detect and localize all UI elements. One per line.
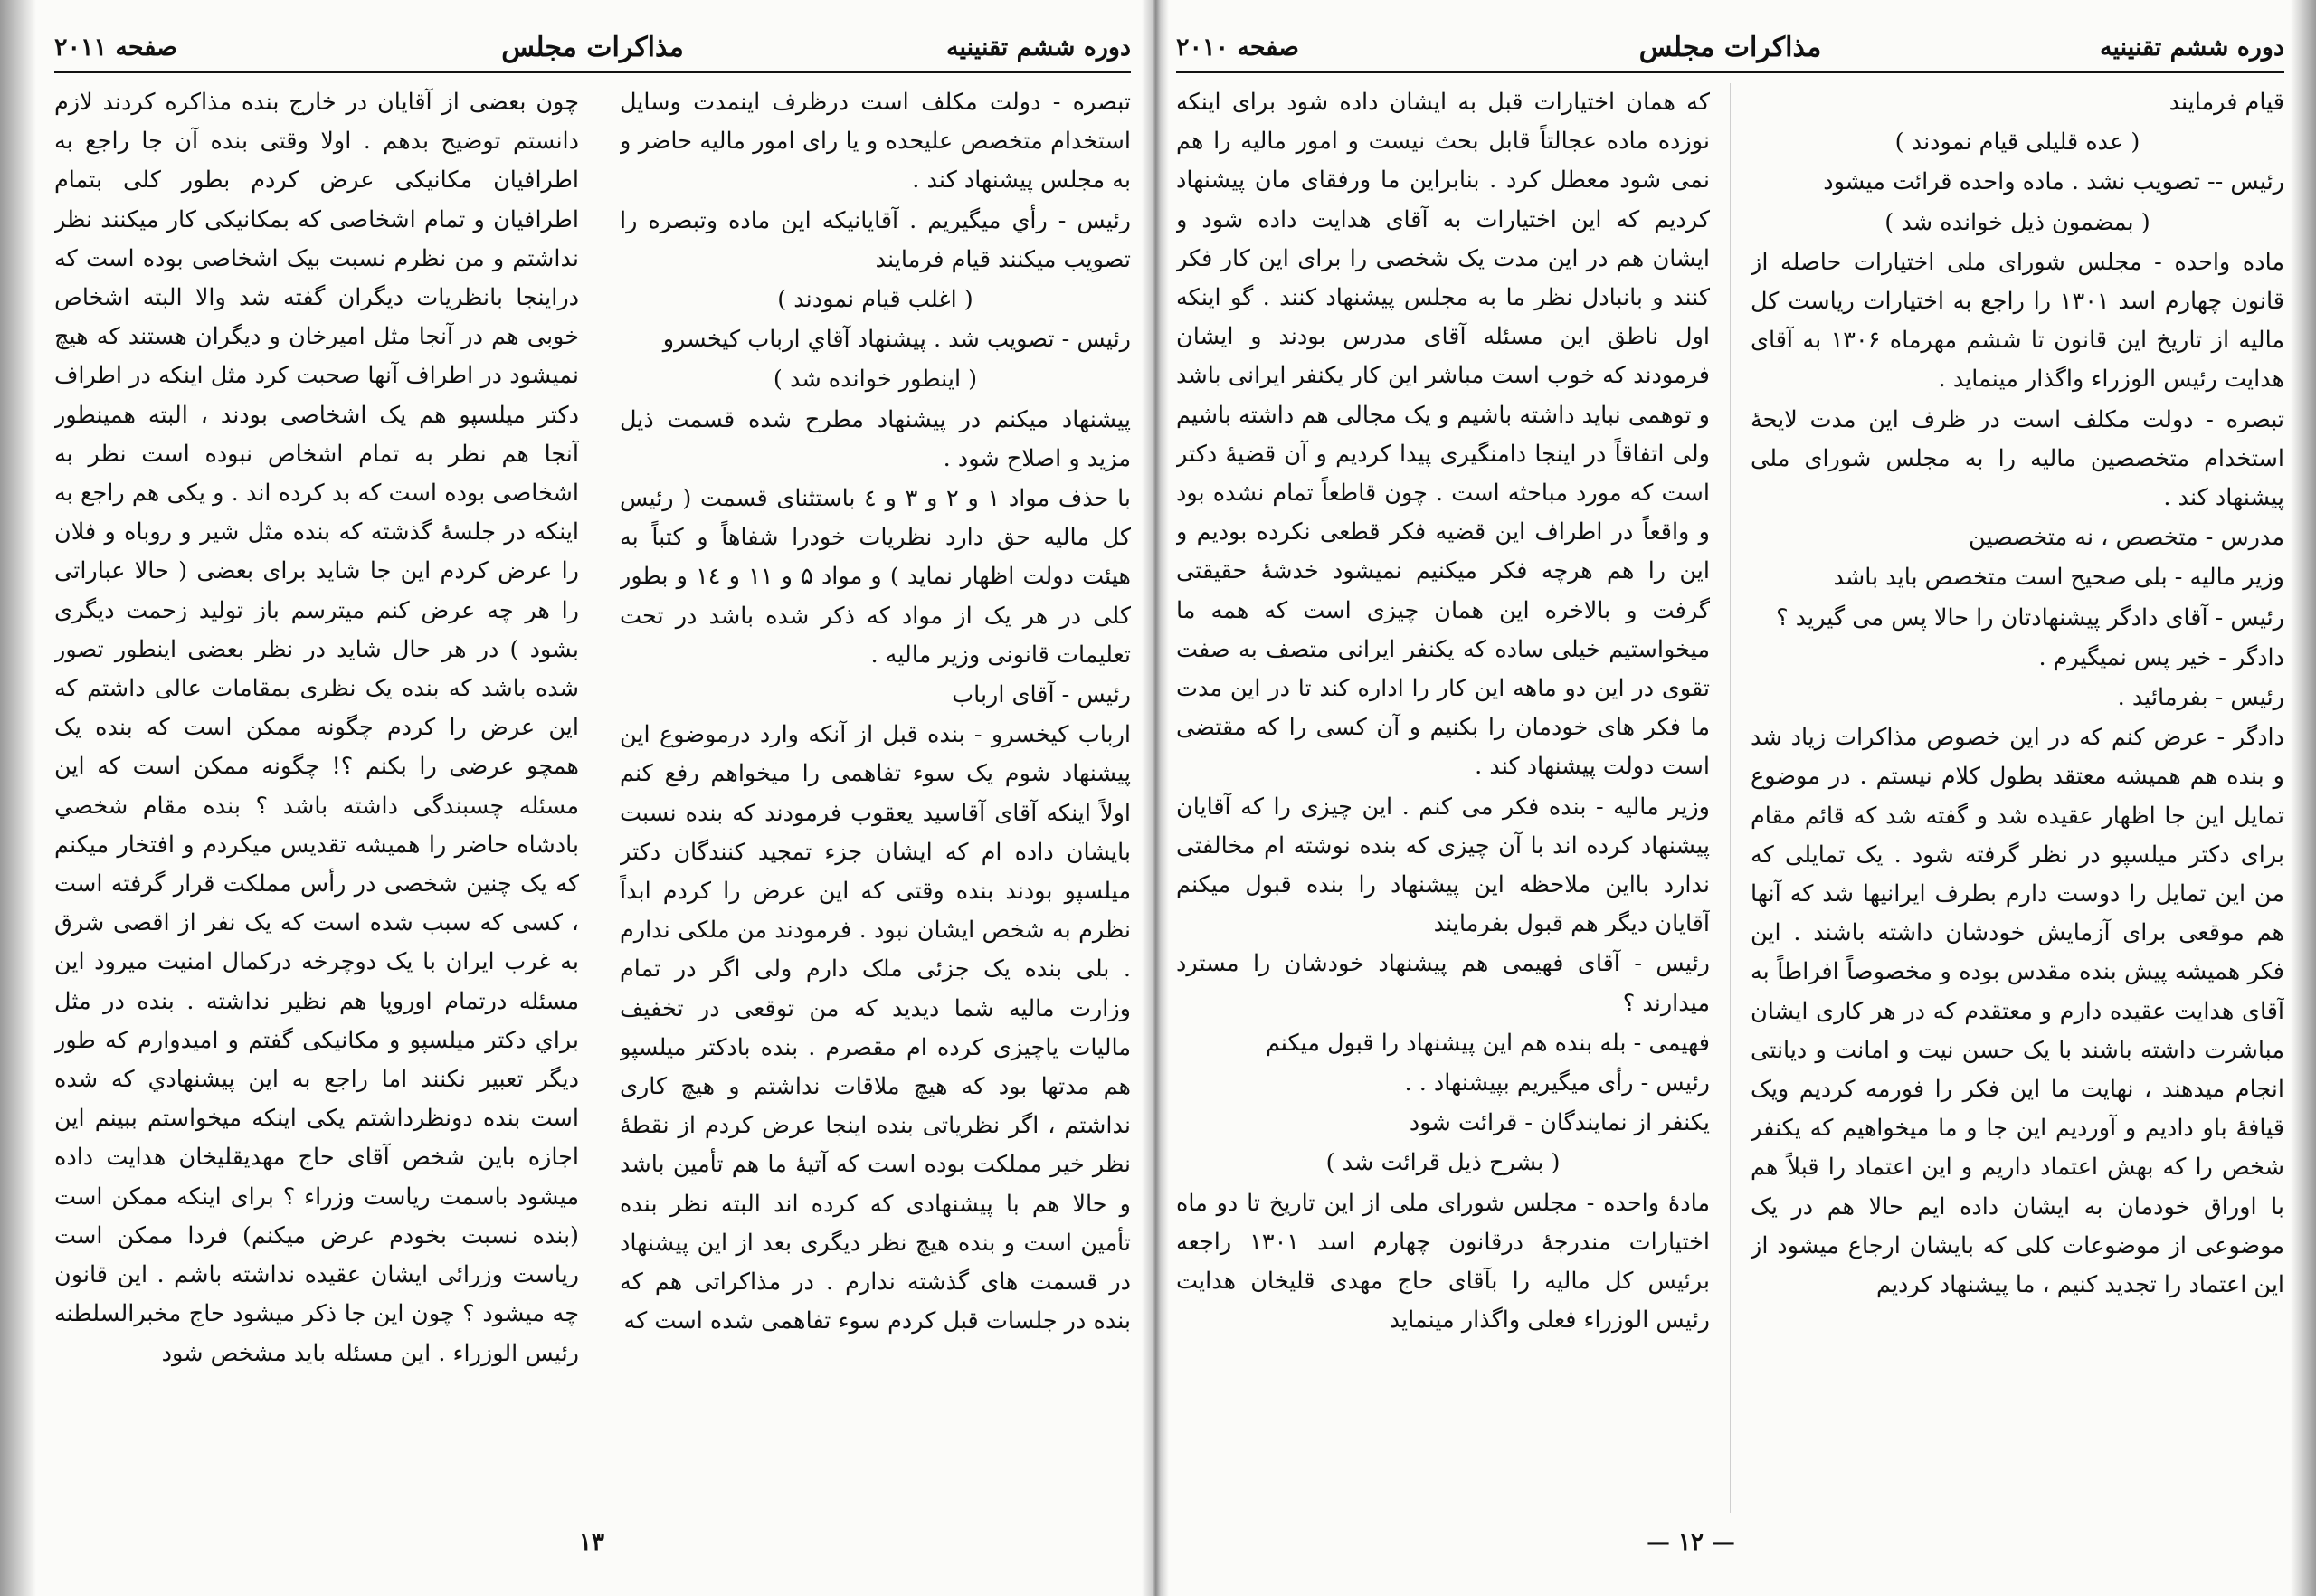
right-page bbox=[1176, 0, 2284, 1596]
paragraph: رئیس - بفرمائید . bbox=[2117, 684, 2284, 712]
paragraph: که همان اختیارات قبل به ایشان داده شود برای اینکه نوزده ماده عجالتاً قابل بحث نیست و امور مالیه را هم نمی شود معطل کرد . بنابراین ما ورفقای مان پیشنهاد کردیم که این اختیارات به آقای هدایت داده شود و ایشان هم در این مدت یک شخصی را برای این کار فکر کنند و بانبادل نظر ما به مجلس پیشنهاد کنند . گو اینکه اول ناطق این مسئله آقای مدرس بودند و ایشان فرمودند که خوب است مباشر این کار یکنفر ایرانی باشد و توهمی نباید داشته باشیم و یک مجالی هم داشته باشیم ولی اتفاقاً در اینجا دامنگیری پیدا کردیم و آن قضیهٔ دکتر است که مورد مباحثه است . چون قاطعاً تمام نشده بود و واقعاً در اطراف این قضیه فکر قطعی نکرده بودیم و این را هم هرچه فکر میکنیم نمیشود خدشهٔ حقیقتی گرفت و بالاخره این همان چیزی است که همه ما میخواستیم خیلی ساده که یکنفر ایرانی متصف به صفت تقوی در این دو ماهه این کار را اداره کند تا در این مدت ما فکر های خودمان را بکنیم و آن کسی را که مقتضی است دولت پیشنهاد کند . bbox=[1176, 89, 1710, 781]
paragraph: مدرس - متخصص ، نه متخصصین bbox=[1969, 524, 2284, 552]
stage-direction: ( بشرح ذیل قرائت شد ) bbox=[1325, 1149, 1561, 1177]
page-edge-shadow-right bbox=[2291, 0, 2316, 1596]
head-title: مذاکرات مجلس bbox=[501, 31, 684, 63]
paragraph: رئیس - رأی میگیریم بپیشنهاد . . bbox=[1404, 1069, 1710, 1097]
left-page bbox=[54, 0, 1131, 1596]
running-head bbox=[54, 27, 1131, 67]
paragraph: رئیس - رأي ميگيريم . آقايانيكه اين ماده وتبصره را تصويب ميكنند قيام فرمايند bbox=[620, 206, 1131, 273]
paragraph: ماده واحده - مجلس شورای ملی اختیارات حاصله از قانون چهارم اسد ۱۳۰۱ را راجع به اختیارات ریاست کل مالیه از تاریخ این قانون تا ششم مهرماه ۱۳۰۶ به آقای هدایت رئیس الوزراء واگذار مینماید . bbox=[1751, 248, 2284, 394]
head-page-label: صفحه ۲۰۱۰ bbox=[1176, 33, 1299, 62]
header-rule bbox=[1176, 71, 2284, 73]
stage-direction: ( اینطور خوانده شد ) bbox=[773, 366, 978, 394]
paragraph: فهیمی - بله بنده هم این پیشنهاد را قبول میکنم bbox=[1265, 1029, 1710, 1057]
page-edge-shadow-left bbox=[0, 0, 36, 1596]
stage-direction: ( بمضمون ذیل خوانده شد ) bbox=[1884, 208, 2150, 236]
paragraph: قیام فرمایند bbox=[2169, 89, 2284, 116]
paragraph: وزیر مالیه - بنده فکر می کنم . این چیزی را که آقایان پیشنهاد کرده اند با آن چیزی که بنده نوشته ام مخالفتی ندارد بااین ملاحظه این پیشنهاد را بنده قبول میکنم آقایان دیگر هم قبول بفرمایند bbox=[1176, 793, 1710, 938]
page-number: ۱۳ bbox=[579, 1529, 604, 1556]
head-session: دوره ششم تقنینیه bbox=[2100, 33, 2284, 62]
paragraph: رئیس - آقای دادگر پیشنهادتان را حالا پس می گیرید ؟ bbox=[1776, 603, 2284, 632]
paragraph: یکنفر از نمایندگان - قرائت شود bbox=[1409, 1109, 1710, 1137]
paragraph: ارباب کیخسرو - بنده قبل از آنکه وارد درموضوع این پیشنهاد شوم یک سوء تفاهمی را میخواهم رفع کنم اولاً اینکه آقای آقاسید یعقوب فرمودند که بنده نسبت بایشان داده ام که ایشان جزء تمجید کنندگان دکتر میلسپو بودند بنده وقتی که این عرض را کردم ابداً نظرم به شخص ایشان نبود . فرمودند من ملکی ندارم . بلی بنده یک جزئی ملک دارم ولی اگر در تمام وزارت مالیه شما دیدید که من توقعی در تخفیف مالیات یاچیزی کرده ام مقصرم . بنده بادکتر میلسپو هم مدتها بود که هیچ ملاقات نداشتم و هیچ کاری نداشتم ، اگر نظریاتی بنده اینجا عرض کردم از نقطهٔ نظر خیر مملکت بوده است که آتیهٔ ما هم تأمین باشد و حالا هم با پیشنهادی که کرده اند البته نظر بنده تأمین است و بنده هیچ نظر دیگری بعد از این پیشنهاد در قسمت های گذشته ندارم . در مذاکراتی هم که بنده در جلسات قبل کردم سوء تفاهمی شده است که bbox=[620, 721, 1131, 1335]
head-session: دوره ششم تقنینیه bbox=[946, 33, 1131, 62]
column-left bbox=[54, 83, 579, 1513]
paragraph: تبصره - دولت مکلف است درظرف اینمدت وسایل استخدام متخصص علیحده و یا راى امور مالیه حاضر و به مجلس پیشنهاد کند . bbox=[620, 89, 1131, 195]
paragraph: مادهٔ واحده - مجلس شورای ملی از این تاریخ تا دو ماه اختیارات مندرجهٔ درقانون چهارم اسد ۱۳۰۱ راجعه برئیس کل مالیه را بآقای حاج مهدی قلیخان هدایت رئیس الوزراء فعلی واگذار مینماید bbox=[1176, 1189, 1710, 1335]
paragraph: رئیس -- تصویب نشد . ماده واحده قرائت میشود bbox=[1823, 168, 2284, 196]
paragraph: چون بعضی از آقایان در خارج بنده مذاکره کردند لازم دانستم توضیح بدهم . اولا وقتی بنده آن جا راجع به اطرافیان مکانیکی عرض کردم بطور کلی بتمام اطرافیان و تمام اشخاصی که بمکانیکی کار میکنند نظر نداشتم و من نظرم نسبت بیک اشخاصی بوده است که دراینجا بانظریات دیگران گفته شد والا البته اشخاص خوبی هم در آنجا مثل امیرخان و دیگران هستند که هیچ نمیشود در اطراف آنها صحبت کرد مثل اینکه در اطراف دکتر میلسپو هم یک اشخاصی بودند ، البته همینطور آنجا هم نظر به تمام اشخاص نبوده است نظر به اشخاصی بوده است که بد کرده اند . و یکی هم راجع به اینکه در جلسهٔ گذشته که بنده مثل شیر و روباه و فلان را عرض کردم این جا شاید برای بعضی ( حالا عباراتی را هر چه عرض کنم میترسم باز تولید زحمت دیگری بشود ) در هر حال شاید در نظر بعضی اینطور تصور شده باشد که بنده یک نظری بمقامات عالی داشتم که این عرض را کردم چگونه ممکن است که بنده یک همچو عرضی را بکنم ؟! چگونه ممکن است که این مسئله چسبندگی داشته باشد ؟ بنده مقام شخصي بادشاه حاضر را همیشه تقدیس میکردم و افتخار میکنم که یک چنین شخصی در رأس مملکت قرار گرفته است ، کسی که سبب شده است که یک نفر از اقصی شرق به غرب ایران با یک دوچرخه درکمال امنیت میرود این مسئله درتمام اوروپا هم نظیر نداشته . بنده در مثل براي دکتر میلسپو و مکانیکی گفتم و امیدوارم که طور دیگر تعبیر نکنند اما راجع به این پیشنهادي که شده است بنده دونظرداشتم یکی اینکه میخواستم ببینم این اجازه باین شخص آقای حاج مهدیقلیخان هدایت داده میشود باسمت ریاست وزراء ؟ برای اینکه ممکن است (بنده نسبت بخودم عرض میکنم) فردا ممکن است ریاست وزرائی ایشان عقیده نداشته باشم . این قانون چه میشود ؟ چون این جا ذکر میشود حاج مخبرالسلطنه رئیس الوزراء . این مسئله باید مشخص شود bbox=[54, 89, 579, 1367]
stage-direction: ( عده قلیلی قیام نمودند ) bbox=[1894, 128, 2140, 157]
paragraph: وزیر مالیه - بلی صحیح است متخصص باید باشد bbox=[1833, 564, 2284, 592]
head-title: مذاکرات مجلس bbox=[1638, 31, 1822, 63]
column-right bbox=[1751, 83, 2284, 1513]
page-number: — ۱۲ — bbox=[1647, 1529, 1736, 1556]
paragraph: با حذف مواد ۱ و ۲ و ۳ و ٤ باستثنای قسمت ( رئیس کل مالیه حق دارد نظریات خودرا شفاهاً و کتباً به هیئت دولت اظهار نماید ) و مواد ۵ و ۱۱ و ۱٤ و بطور کلی در هر یک از مواد که ذکر شده باشد در تحت تعلیمات قانونی وزیر مالیه . bbox=[620, 485, 1131, 669]
stage-direction: ( اغلب قیام نمودند ) bbox=[777, 286, 973, 314]
head-page-label: صفحه ۲۰۱۱ bbox=[54, 33, 177, 62]
paragraph: دادگر - عرض کنم که در این خصوص مذاکرات زیاد شد و بنده هم همیشه معتقد بطول کلام نیستم . در موضوع تمایل این جا اظهار عقیده شد و گفته شد که قائم مقام برای دکتر میلسپو در نظر گرفته شود . یک تمایلی که من این تمایل را دوست دارم بطرف ایرانیها شد که آنها هم موقعی برای آزمایش خودشان داشته باشند . این فکر همیشه پیش بنده مقدس بوده و مخصوصاً افراطاً به آقای هدایت عقیده دارم و معتقدم که در هر کاری ایشان مباشرت داشته باشند با یک حسن نیت و امانت و دیانتی انجام میدهند ، نهایت ما این فکر را فورمه کردیم ویک قیافهٔ باو دادیم و آوردیم این جا و ما میخواهیم که یکنفر شخص را که بهش اعتماد داریم و این اعتماد را قبلاً هم با اوراق خودمان به ایشان داده ایم حالا هم در یک موضوعی از موضوعات کلی که بایشان ارجاع میشود از این اعتماد را تجدید کنیم ، ما پیشنهاد کردیم bbox=[1751, 724, 2284, 1299]
column-left bbox=[1176, 83, 1710, 1513]
column-divider bbox=[1730, 83, 1731, 1513]
paragraph: دادگر - خیر پس نمیگیرم . bbox=[2038, 643, 2284, 671]
paragraph: تبصره - دولت مکلف است در ظرف این مدت لایحهٔ استخدام متخصصین مالیه را به مجلس شورای ملی پیشنهاد کند . bbox=[1751, 405, 2284, 512]
header-rule bbox=[54, 71, 1131, 73]
paragraph: رئیس - تصویب شد . پیشنهاد آقاي ارباب کیخسرو bbox=[662, 326, 1131, 354]
column-right bbox=[620, 83, 1131, 1513]
book-gutter bbox=[1142, 0, 1169, 1596]
paragraph: رئیس - آقای فهیمی هم پیشنهاد خودشان را مسترد میدارند ؟ bbox=[1176, 950, 1710, 1017]
paragraph: رئیس - آقای ارباب bbox=[952, 681, 1131, 709]
paragraph: پیشنهاد میکنم در پیشنهاد مطرح شده قسمت ذیل مزید و اصلاح شود . bbox=[620, 405, 1131, 472]
running-head bbox=[1176, 27, 2284, 67]
